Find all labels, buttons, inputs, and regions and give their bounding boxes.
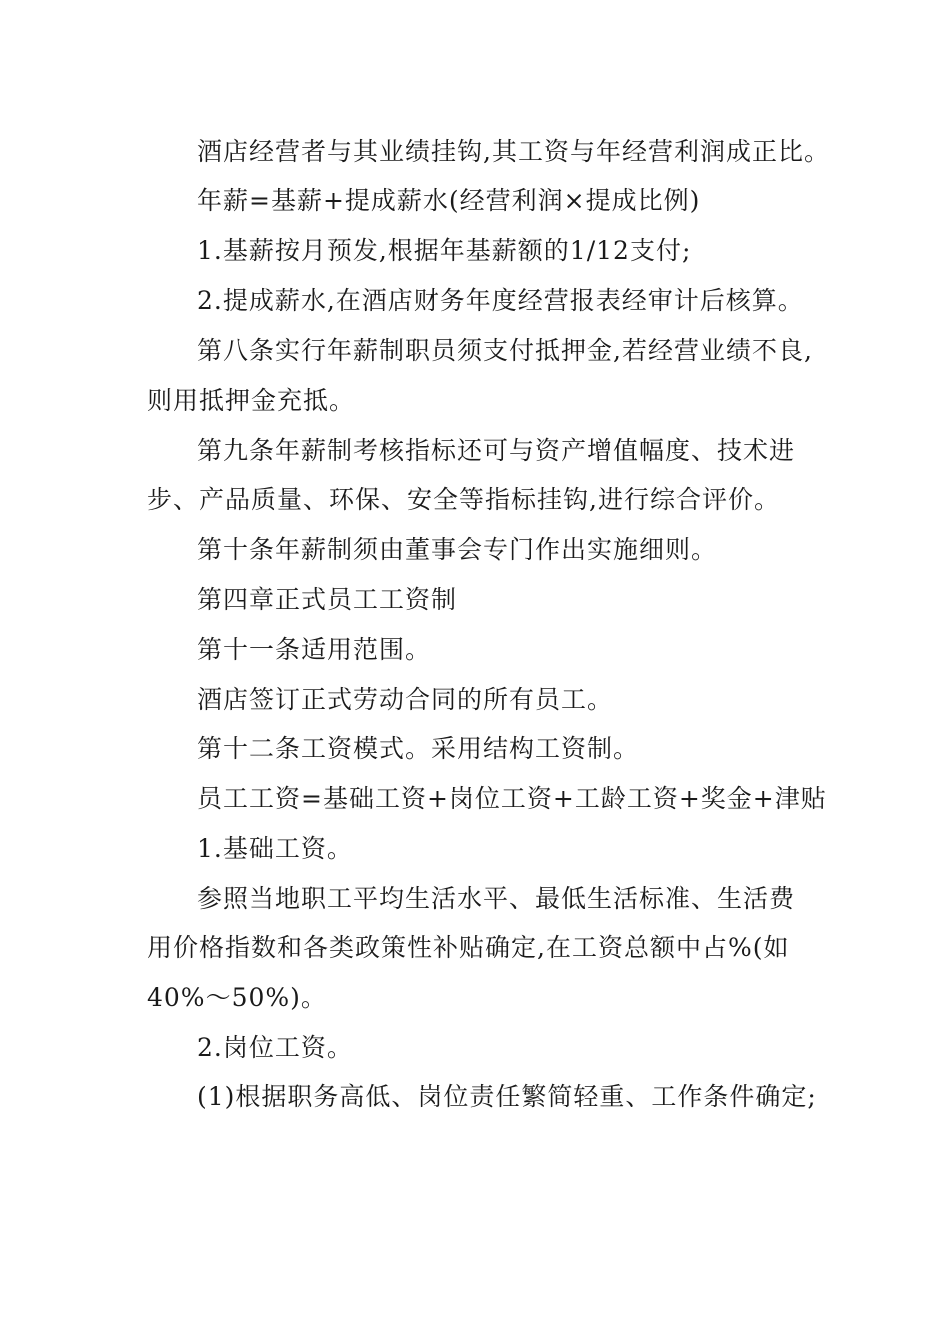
paragraph-line: 酒店签订正式劳动合同的所有员工。 — [197, 685, 614, 714]
paragraph-line: 员工工资=基础工资+岗位工资+工龄工资+奖金+津贴 — [197, 784, 827, 813]
paragraph-line: 则用抵押金充抵。 — [147, 386, 356, 415]
paragraph-line: 40%～50%)。 — [147, 983, 327, 1012]
paragraph-line: 用价格指数和各类政策性补贴确定,在工资总额中占%(如 — [147, 933, 790, 962]
paragraph-line: 酒店经营者与其业绩挂钩,其工资与年经营利润成正比。 — [197, 137, 830, 166]
paragraph-line: 2.岗位工资。 — [197, 1033, 353, 1062]
paragraph-line: 步、产品质量、环保、安全等指标挂钩,进行综合评价。 — [147, 485, 780, 514]
paragraph-line: 第十一条适用范围。 — [197, 635, 432, 664]
chapter-heading: 第四章正式员工工资制 — [197, 585, 458, 614]
paragraph-line: 1.基础工资。 — [197, 834, 353, 863]
paragraph-line: 第九条年薪制考核指标还可与资产增值幅度、技术进 — [197, 436, 796, 465]
paragraph-line: 1.基薪按月预发,根据年基薪额的1/12支付; — [197, 236, 692, 265]
paragraph-line: 第十条年薪制须由董事会专门作出实施细则。 — [197, 535, 718, 564]
paragraph-line: 第十二条工资模式。采用结构工资制。 — [197, 734, 640, 763]
paragraph-line: 参照当地职工平均生活水平、最低生活标准、生活费 — [197, 884, 796, 913]
paragraph-line: 第八条实行年薪制职员须支付抵押金,若经营业绩不良, — [197, 336, 813, 365]
paragraph-line: (1)根据职务高低、岗位责任繁简轻重、工作条件确定; — [197, 1082, 817, 1111]
paragraph-line: 年薪=基薪+提成薪水(经营利润×提成比例) — [197, 186, 701, 215]
paragraph-line: 2.提成薪水,在酒店财务年度经营报表经审计后核算。 — [197, 286, 804, 315]
